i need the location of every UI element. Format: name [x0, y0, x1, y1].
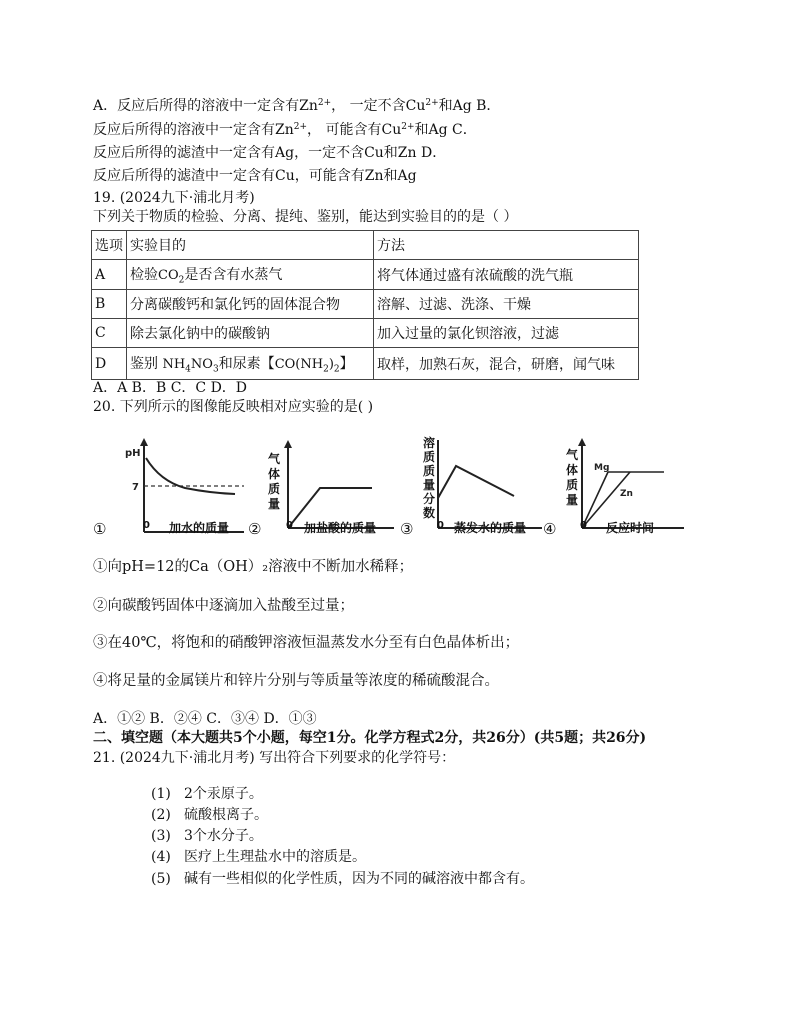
graph-2-y-label: 气体质量 — [268, 452, 281, 511]
q18-option-c: 反应后所得的滤渣中一定含有Ag，一定不含Cu和Zn D． — [93, 145, 447, 161]
graph-4-y-label: 气体质量 — [566, 448, 579, 507]
row-method: 溶解、过滤、洗涤、干燥 — [374, 290, 639, 319]
row-method: 将气体通过盛有浓硫酸的洗气瓶 — [374, 260, 639, 290]
q21-item-3: (3) 3个水分子。 — [151, 828, 263, 844]
graph-3-x-label: 蒸发水的质量 — [454, 521, 527, 535]
header-purpose: 实验目的 — [127, 231, 374, 260]
row-method: 加入过量的氯化钡溶液，过滤 — [374, 319, 639, 348]
graph-1-origin: 0 — [143, 520, 150, 531]
mg-label: Mg — [594, 463, 610, 473]
q18-option-b: 反应后所得的溶液中一定含有$Zn^{2+}$， 可能含有$Cu^{2+}$和Ag C． — [93, 122, 477, 138]
graph-1-x-label: 加水的质量 — [169, 521, 230, 535]
table-row — [92, 260, 639, 290]
graph-4-x-label: 反应时间 — [606, 521, 655, 535]
graph-3-y-label: 溶质质量分数 — [423, 436, 436, 520]
q20-options: A．①② B．②④ C．③④ D．①③ — [93, 711, 317, 727]
row-option: D — [92, 348, 127, 380]
q20-item-2: ②向碳酸钙固体中逐滴加入盐酸至过量； — [93, 598, 354, 614]
row-option: B — [92, 290, 127, 319]
table-header-row — [92, 231, 639, 260]
tick-7: 7 — [132, 482, 139, 493]
graph-2-x-label: 加盐酸的质量 — [304, 521, 377, 535]
graph-3-origin: 0 — [437, 520, 444, 531]
row-purpose: 检验$CO_2$是否含有水蒸气 — [127, 260, 374, 290]
q19-table — [91, 230, 639, 380]
q19-options: A．A B．B C．C D．D — [93, 380, 248, 396]
header-method: 方法 — [374, 231, 639, 260]
section-2-title: 二、填空题（本大题共5个小题，每空1分。化学方程式2分，共26分）(共5题；共26分) — [93, 730, 647, 746]
q20-item-1: ①向pH=12的Ca（OH）₂溶液中不断加水稀释； — [93, 559, 414, 575]
zn-label: Zn — [620, 489, 633, 499]
graph-3-number: ③ — [400, 520, 414, 538]
q19-stem: 下列关于物质的检验、分离、提纯、鉴别，能达到实验目的的是（ ） — [93, 209, 518, 225]
row-purpose: 除去氯化钠中的碳酸钠 — [127, 319, 374, 348]
row-option: A — [92, 260, 127, 290]
table-row — [92, 290, 639, 319]
header-option: 选项 — [92, 231, 127, 260]
row-purpose: 鉴别 $NH_4NO_3$和尿素【$CO(NH_2)_2$】 — [127, 348, 374, 380]
q18-option-d: 反应后所得的滤渣中一定含有Cu，可能含有Zn和Ag — [93, 168, 417, 184]
graph-1-number: ① — [93, 520, 107, 538]
y-label: pH — [125, 448, 141, 459]
row-method: 取样，加熟石灰，混合，研磨，闻气味 — [374, 348, 639, 380]
graph-2-number: ② — [248, 520, 262, 538]
ph-curve — [146, 458, 235, 494]
table-row — [92, 319, 639, 348]
q21-item-1: (1) 2个汞原子。 — [151, 786, 263, 802]
solute-curve — [438, 466, 514, 498]
q20-stem: 20. 下列所示的图像能反映相对应实验的是( ) — [93, 399, 374, 415]
q21-item-2: (2) 硫酸根离子。 — [151, 807, 268, 823]
q19-source: 19. (2024九下·浦北月考) — [93, 190, 255, 206]
q20-item-4: ④将足量的金属镁片和锌片分别与等质量等浓度的稀硫酸混合。 — [93, 673, 499, 689]
q21-stem: 21. (2024九下·浦北月考) 写出符合下列要求的化学符号： — [93, 750, 456, 766]
graph-2-origin: 0 — [286, 520, 293, 531]
row-option: C — [92, 319, 127, 348]
table-row — [92, 348, 639, 380]
q18-option-a: A．反应后所得的溶液中一定含有$Zn^{2+}$， 一定不含$Cu^{2+}$和Ag B． — [93, 98, 501, 114]
q21-item-5: (5) 碱有一些相似的化学性质，因为不同的碱溶液中都含有。 — [151, 871, 534, 887]
graph-4-number: ④ — [543, 520, 557, 538]
row-purpose: 分离碳酸钙和氯化钙的固体混合物 — [127, 290, 374, 319]
graph-4-origin: 0 — [580, 520, 587, 531]
q21-item-4: (4) 医疗上生理盐水中的溶质是。 — [151, 849, 366, 865]
q20-item-3: ③在40℃，将饱和的硝酸钾溶液恒温蒸发水分至有白色晶体析出； — [93, 635, 520, 651]
